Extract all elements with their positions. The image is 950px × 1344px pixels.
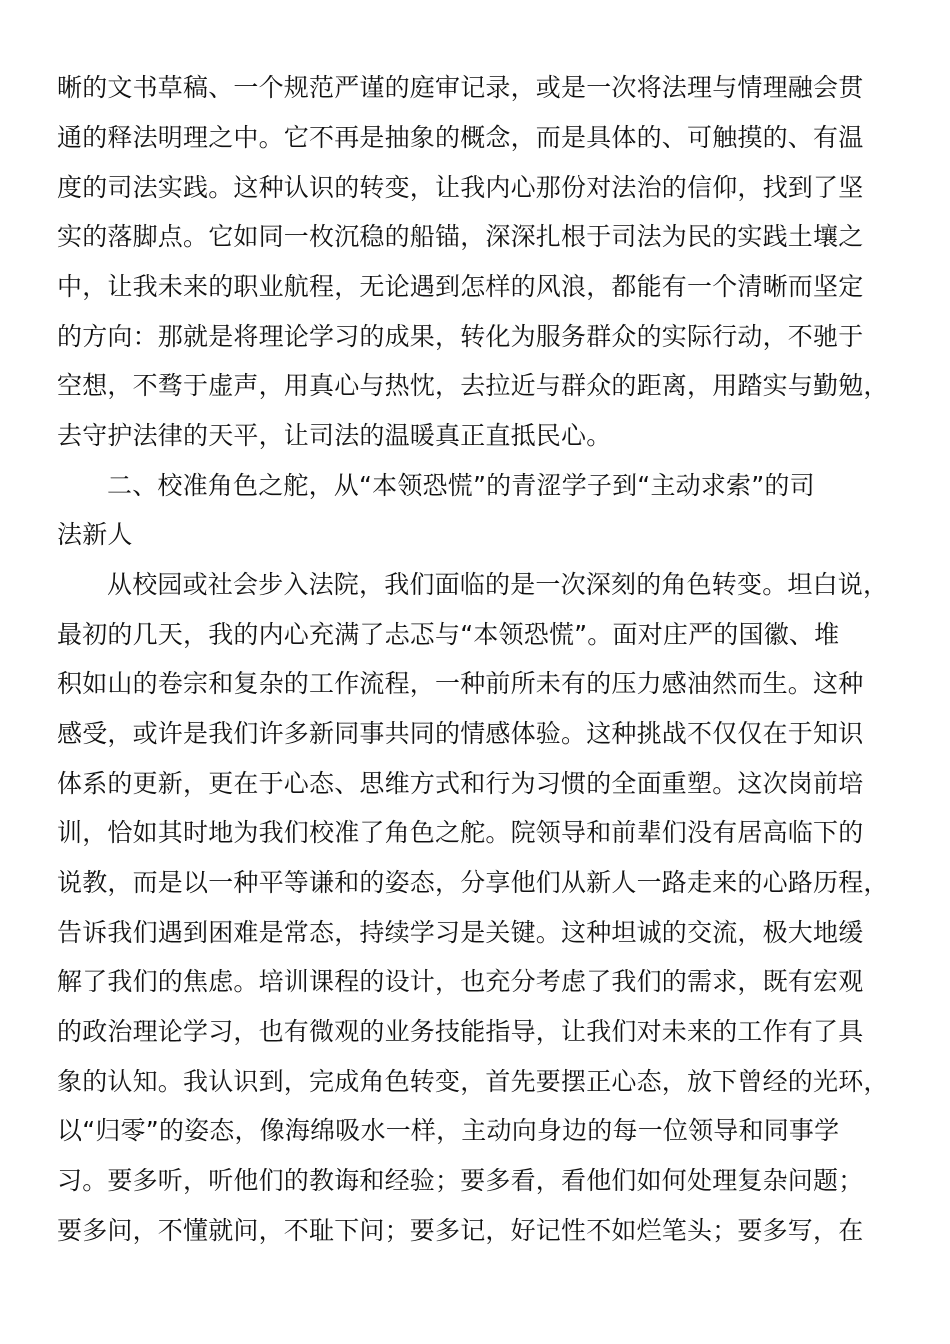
text-line: 象的认知。我认识到，完成角色转变，首先要摆正心态，放下曾经的光环， [57, 1067, 889, 1096]
text-line: 的政治理论学习，也有微观的业务技能指导，让我们对未来的工作有了具 [57, 1017, 864, 1046]
text-line: 解了我们的焦虑。培训课程的设计，也充分考虑了我们的需求，既有宏观 [57, 967, 864, 996]
text-line: 训，恰如其时地为我们校准了角色之舵。院领导和前辈们没有居高临下的 [57, 818, 864, 847]
section-heading-continuation: 法新人 [57, 520, 133, 549]
text-line: 度的司法实践。这种认识的转变，让我内心那份对法治的信仰，找到了坚 [57, 173, 864, 202]
section-heading: 二、校准角色之舵，从“本领恐慌”的青涩学子到“主动求索”的司 [107, 471, 815, 500]
text-line: 中，让我未来的职业航程，无论遇到怎样的风浪，都能有一个清晰而坚定 [57, 272, 864, 301]
text-line: 积如山的卷宗和复杂的工作流程，一种前所未有的压力感油然而生。这种 [57, 669, 864, 698]
text-line: 以“归零”的姿态，像海绵吸水一样，主动向身边的每一位领导和同事学 [57, 1116, 840, 1145]
text-line: 的方向：那就是将理论学习的成果，转化为服务群众的实际行动，不驰于 [57, 322, 864, 351]
text-line: 空想，不骛于虚声，用真心与热忱，去拉近与群众的距离，用踏实与勤勉， [57, 371, 889, 400]
text-line: 感受，或许是我们许多新同事共同的情感体验。这种挑战不仅仅在于知识 [57, 719, 864, 748]
text-line: 告诉我们遇到困难是常态，持续学习是关键。这种坦诚的交流，极大地缓 [57, 918, 864, 947]
text-line: 说教，而是以一种平等谦和的姿态，分享他们从新人一路走来的心路历程， [57, 868, 889, 897]
paragraph-first-line: 从校园或社会步入法院，我们面临的是一次深刻的角色转变。坦白说， [107, 570, 889, 599]
text-line: 体系的更新，更在于心态、思维方式和行为习惯的全面重塑。这次岗前培 [57, 769, 864, 798]
text-line: 最初的几天，我的内心充满了忐忑与“本领恐慌”。面对庄严的国徽、堆 [57, 620, 840, 649]
text-line: 习。要多听，听他们的教诲和经验；要多看，看他们如何处理复杂问题； [57, 1166, 864, 1195]
text-line: 要多问，不懂就问，不耻下问；要多记，好记性不如烂笔头；要多写，在 [57, 1216, 864, 1245]
text-line: 晰的文书草稿、一个规范严谨的庭审记录，或是一次将法理与情理融会贯 [57, 73, 864, 102]
text-line: 通的释法明理之中。它不再是抽象的概念，而是具体的、可触摸的、有温 [57, 123, 864, 152]
text-line: 去守护法律的天平，让司法的温暖真正直抵民心。 [57, 421, 612, 450]
text-line: 实的落脚点。它如同一枚沉稳的船锚，深深扎根于司法为民的实践土壤之 [57, 222, 864, 251]
